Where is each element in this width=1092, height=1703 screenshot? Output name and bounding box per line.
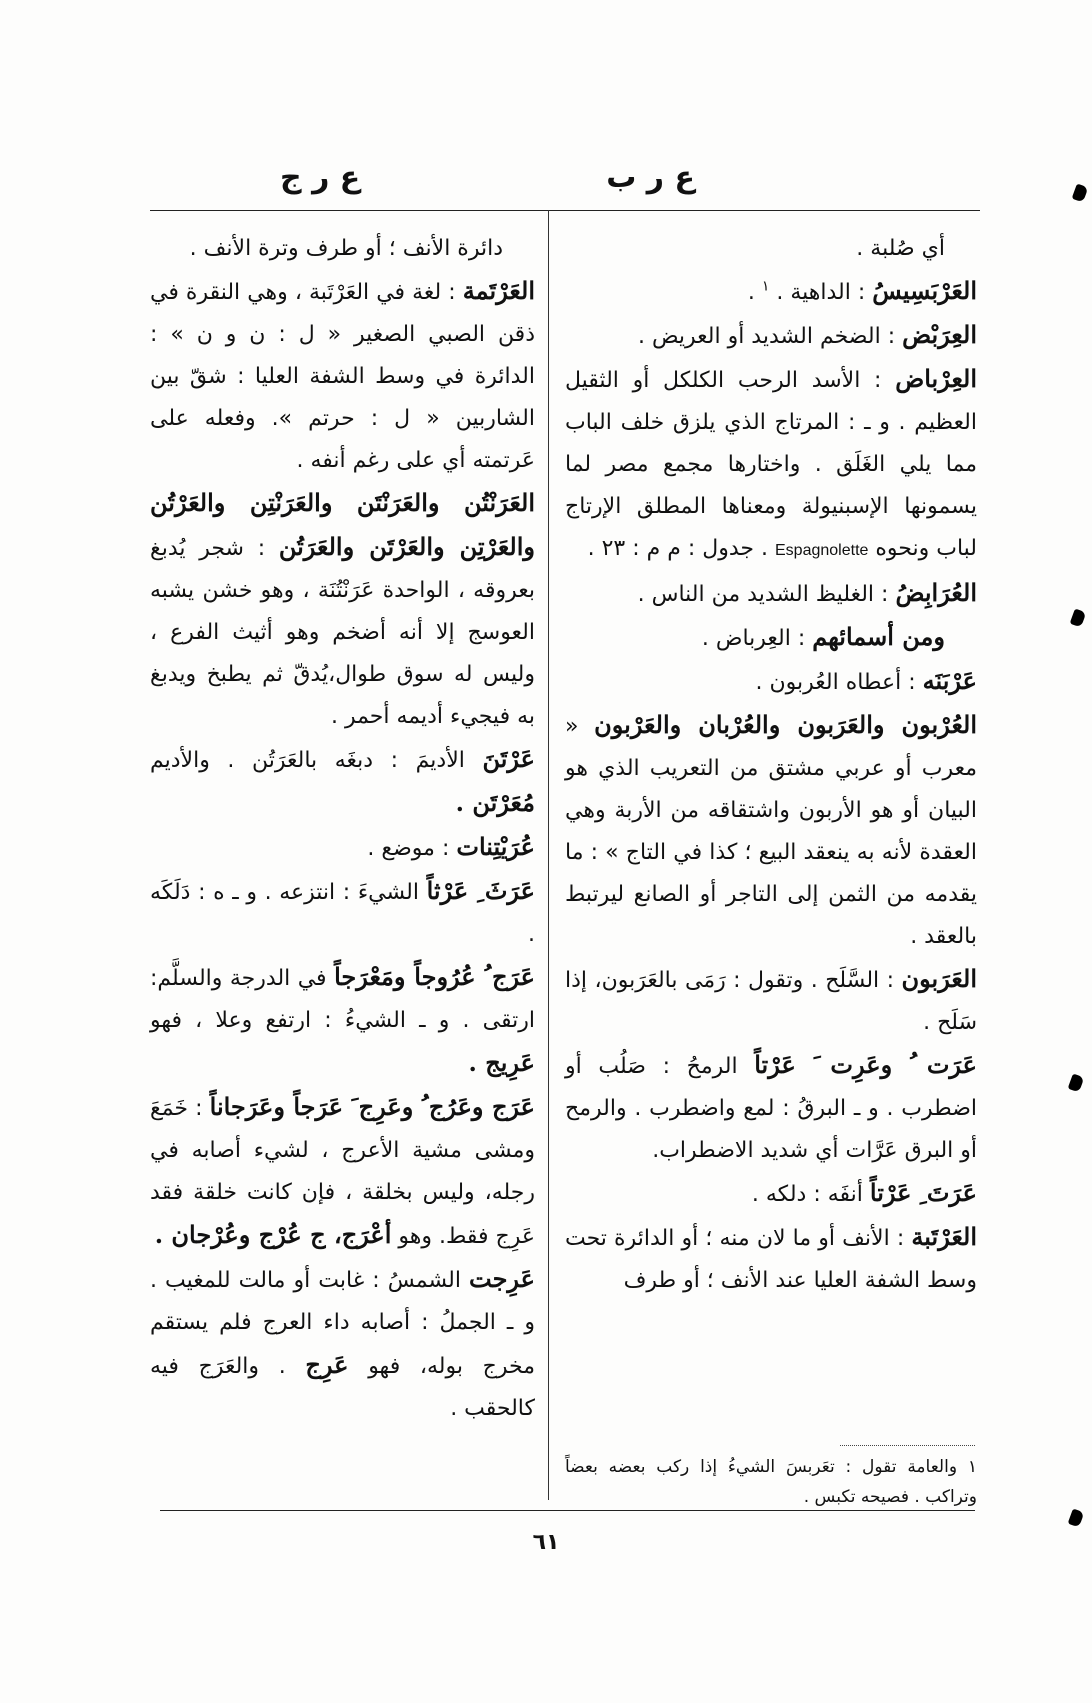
page-number: ٦١ xyxy=(532,1530,560,1555)
entry xyxy=(565,660,977,704)
page-header xyxy=(140,150,965,200)
entry xyxy=(565,616,977,660)
entry-text: الشمسُ : غابت أو مالت للمغيب . و ـ الجملُ : أصابه داء العرج فلم يستقم مخرج بوله، فهو xyxy=(150,1268,536,1379)
headword: العِرَبْض xyxy=(902,320,977,349)
entry xyxy=(565,358,977,572)
footer-rule xyxy=(160,1510,975,1511)
column-divider xyxy=(548,210,549,1500)
footnote-rule xyxy=(840,1445,975,1446)
right-column xyxy=(565,228,977,1302)
headword: عَرَت ُ وعَرِت َ عَرْتاً xyxy=(754,1050,977,1079)
entry-text: . جدول : م م : ٢٣ . xyxy=(587,536,768,561)
headword: ومن أسمائهم xyxy=(812,622,945,651)
entry xyxy=(565,1044,977,1172)
entry-text: أي صُلبة . xyxy=(856,236,945,261)
entry xyxy=(150,870,535,956)
headword: العُرْبون والعَرَبون والعُرْبان والعَرْبون xyxy=(594,710,977,739)
headword: أعْرَج، ج عُرْج وعُرْجان . xyxy=(154,1220,392,1249)
headword: عَرِجت xyxy=(469,1264,535,1293)
headword: العَرْتَمة xyxy=(462,276,535,305)
headword: العِرْباض xyxy=(895,364,977,393)
right-root-heading: ع ر ب xyxy=(606,160,695,195)
entry xyxy=(150,1258,535,1430)
footnote-number: ١ xyxy=(967,1457,978,1477)
entry-text: الرمحُ : صَلُب أو اضطرب . و ـ البرقُ : لمع واضطرب . والرمح أو البرق عَرَّات أي شديد الاضطراب. xyxy=(565,1054,977,1163)
binding-mark xyxy=(1070,608,1087,627)
entry xyxy=(565,958,977,1044)
entry-text: الشيءَ : انتزعه . و ـ ه : دَلَكَه . xyxy=(150,880,535,947)
entry: العَرْبَسِيسُ : الداهية . $^١$ . xyxy=(747,276,977,305)
entry-text: الأديمَ : دبغَه بالعَرَتُن . والأديم xyxy=(150,748,465,773)
entry-text: : الأنف أو ما لان منه ؛ أو الدائرة تحت وسط الشفة العليا عند الأنف ؛ أو طرف xyxy=(565,1226,977,1293)
entry-text: دائرة الأنف ؛ أو طرف وترة الأنف . xyxy=(189,236,503,261)
entry xyxy=(565,314,977,358)
entry xyxy=(565,704,977,958)
headword: عَرَتَ ِ عَرْتاً xyxy=(869,1178,977,1207)
binding-mark xyxy=(1068,1073,1085,1092)
headword: العَرْتَبة xyxy=(911,1222,977,1251)
entry xyxy=(565,572,977,616)
entry xyxy=(150,956,535,1086)
entry-text: : الداهية . xyxy=(769,280,866,305)
headword: عَرِيج . xyxy=(468,1048,535,1077)
footnote-ref: ١ xyxy=(761,278,770,295)
latin-term: Espagnolette xyxy=(775,542,869,559)
headword: عَرَج وعَرُج ُ وعَرِج َ عَرَجاً وعَرَجاناً xyxy=(209,1092,535,1121)
entry-text: : شجر يُدبغ بعروقه ، الواحدة عَرَنْتُنَة ، وهو خشن يشبه العوسج إلا أنه أضخم وهو أثيث الفرع ، وليس له سوق طوال،يُدقّ ثم يطبخ ويدبغ به فيجيء أديمه أحمر . xyxy=(150,536,535,729)
entry-text: في الدرجة والسلَّم: ارتقى . و ـ الشيءُ : ارتفع وعلا ، فهو xyxy=(150,966,535,1033)
headword: عَرِج xyxy=(305,1350,349,1379)
entry xyxy=(150,482,535,738)
headword: عَرْتَنَ xyxy=(482,744,535,773)
entry-text: أنفَه : دلكه . xyxy=(751,1182,863,1207)
entry-text: : الأسد الرحب الكلكل أو الثقيل العظيم . و ـ : المرتاج الذي يلزق خلف الباب مما يلي الغَلَق . واختارها مجمع مصر لما يسمونها الإسبنيولة ومعناها المطلق الإرتاج لباب ونحوه xyxy=(565,368,977,561)
left-column xyxy=(150,228,535,1430)
headword: العُرَابِضُ xyxy=(895,578,977,607)
entry-text: . والعَرَج فيه كالحقب . xyxy=(150,1354,535,1421)
header-rule xyxy=(150,210,980,211)
entry xyxy=(150,270,535,482)
headword: عَرَج ُ عُرُوجاً ومَعْرَجاً xyxy=(334,962,536,991)
entry-text: : موضع . xyxy=(367,836,450,861)
entry-text: : خَمَعَ ومشى مشية الأعرج ، لشيء أصابه في رجله، وليس بخلقة ، فإن كانت خلقة فقد عَرِج فقط. وهو xyxy=(150,1096,535,1249)
entry xyxy=(565,1216,977,1302)
headword: مُعَرْتَن . xyxy=(455,788,535,817)
headword: العَرْبَسِيسُ xyxy=(872,276,977,305)
entry-text: : الغليظ الشديد من الناس . xyxy=(637,582,889,607)
entry xyxy=(565,1172,977,1216)
entry xyxy=(565,228,977,270)
entry-text: : الضخم الشديد أو العريض . xyxy=(637,324,896,349)
entry xyxy=(150,738,535,826)
left-root-heading: ع ر ج xyxy=(280,160,361,195)
footnote-text: والعامة تقول : تعَربسَ الشيءُ إذا ركب بعضه بعضاً وتراكب . فصيحه تكبس . xyxy=(565,1457,977,1507)
binding-mark xyxy=(1068,1508,1085,1527)
entry-text: : أعطاه العُربون . xyxy=(755,670,916,695)
headword: العَرَبون xyxy=(901,964,977,993)
entry xyxy=(150,228,535,270)
entry-text: : السَّلَح . وتقول : رَمَى بالعَرَبون، إذا سَلَح . xyxy=(565,968,977,1035)
entry-text: : لغة في العَرْتَبة ، وهي النقرة في ذقن الصبي الصغير « ل : ن و ن » : الدائرة في وسط الشفة العليا : شقّ بين الشاربين « ل : حرتم ». وفعله على عَرتمته أي على رغم أنفه . xyxy=(150,280,535,473)
headword: العَرَنْتُن والعَرَنْتَن والعَرَنْتِن والعَرْتُن والعَرْتِن والعَرْتَن والعَرَتُن xyxy=(150,488,535,561)
headword: عَرَثَ ِ عَرْثاً xyxy=(426,876,535,905)
entry xyxy=(150,826,535,870)
binding-mark xyxy=(1072,183,1089,202)
headword: عَرْبَنَه xyxy=(922,666,977,695)
entry xyxy=(150,1086,535,1258)
entry-text: « معرب أو عربي مشتق من التعريب الذي هو البيان أو هو الأربون واشتقاقه من الأربة وهي العقدة لأنه به ينعقد البيع ؛ كذا في التاج » : ما يقدمه من الثمن إلى التاجر أو الصانع ليرتبط بالعقد . xyxy=(565,714,977,949)
footnote xyxy=(565,1452,977,1512)
entry-text: : العِرباض . xyxy=(701,626,806,651)
headword: عُرَيْتِنات xyxy=(456,832,535,861)
